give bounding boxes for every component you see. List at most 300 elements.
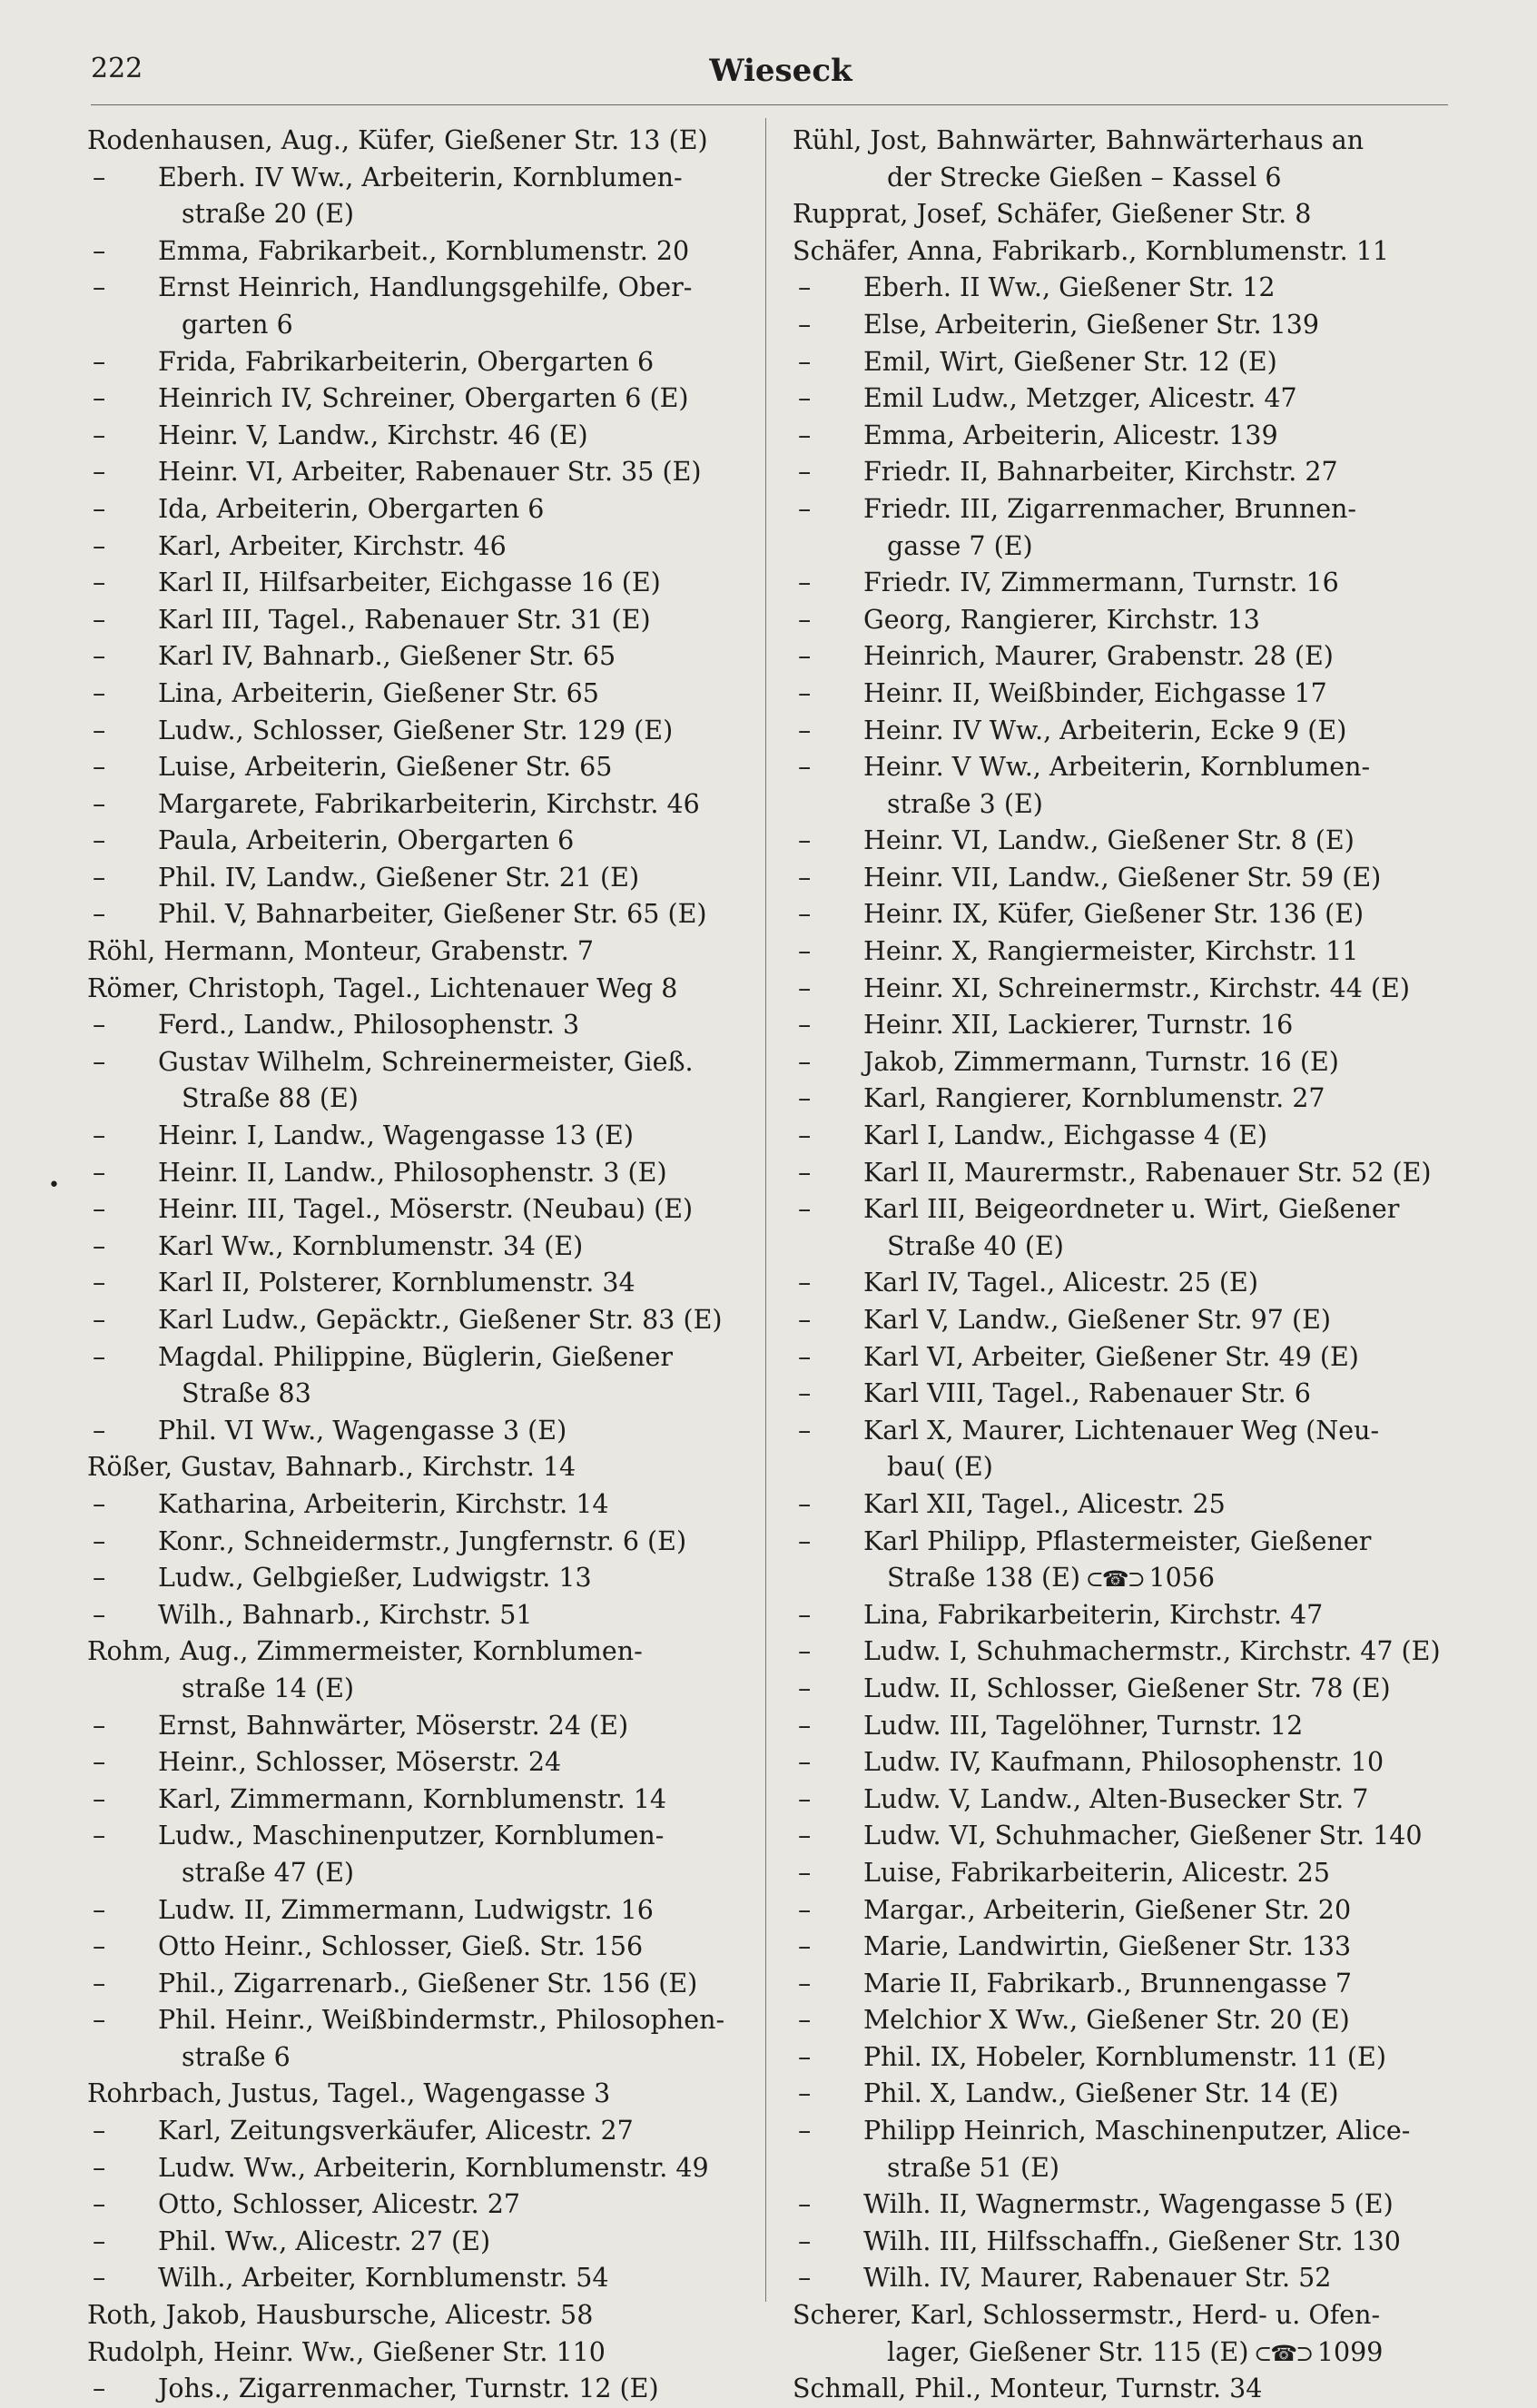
directory-line — [793, 2113, 1452, 2150]
entry-text: straße 20 (E) — [182, 199, 355, 230]
entry-text: Heinr. XI, Schreinermstr., Kirchstr. 44 (E) — [863, 972, 1410, 1003]
repeat-surname-dash: – — [93, 788, 106, 819]
directory-line — [793, 1339, 1452, 1377]
repeat-surname-dash: – — [93, 1783, 106, 1814]
directory-line — [87, 1265, 745, 1302]
entry-text: Ludw. I, Schuhmachermstr., Kirchstr. 47 (E) — [863, 1636, 1441, 1667]
directory-line — [793, 2186, 1452, 2224]
directory-line — [87, 418, 745, 455]
entry-text: Else, Arbeiterin, Gießener Str. 139 — [863, 309, 1320, 340]
entry-text: Karl II, Hilfsarbeiter, Eichgasse 16 (E) — [158, 567, 661, 598]
entry-text: Phil. Heinr., Weißbindermstr., Philosophen- — [158, 2005, 725, 2036]
entry-text: Karl V, Landw., Gießener Str. 97 (E) — [863, 1305, 1332, 1335]
repeat-surname-dash: – — [93, 2263, 106, 2294]
entry-text: Katharina, Arbeiterin, Kirchstr. 14 — [158, 1488, 609, 1519]
entry-text: Scherer, Karl, Schlossermstr., Herd- u. Ofen- — [793, 2300, 1381, 2331]
entry-text: Emma, Fabrikarbeit., Kornblumenstr. 20 — [158, 235, 690, 266]
directory-line — [87, 1118, 745, 1155]
repeat-surname-dash: – — [93, 383, 106, 414]
repeat-surname-dash: – — [798, 1046, 812, 1077]
entry-text: Karl III, Beigeordneter u. Wirt, Gießener — [863, 1194, 1400, 1225]
repeat-surname-dash: – — [798, 936, 812, 967]
repeat-surname-dash: – — [93, 1194, 106, 1225]
entry-text: Karl I, Landw., Eichgasse 4 (E) — [863, 1120, 1268, 1151]
entry-text: Georg, Rangierer, Kirchstr. 13 — [863, 604, 1260, 635]
directory-line — [87, 676, 745, 713]
entry-text: Heinr. VI, Arbeiter, Rabenauer Str. 35 (E) — [158, 457, 702, 488]
repeat-surname-dash: – — [798, 825, 812, 856]
directory-line — [87, 1597, 745, 1634]
entry-text: Karl III, Tagel., Rabenauer Str. 31 (E) — [158, 604, 651, 635]
directory-line — [793, 2297, 1452, 2334]
repeat-surname-dash: – — [798, 1120, 812, 1151]
entry-text: Luise, Arbeiterin, Gießener Str. 65 — [158, 752, 613, 783]
right-column — [793, 123, 1452, 2408]
entry-text: Wilh. IV, Maurer, Rabenauer Str. 52 — [863, 2263, 1332, 2294]
entry-text: Karl II, Maurermstr., Rabenauer Str. 52 (E) — [863, 1157, 1432, 1188]
directory-line — [793, 823, 1452, 860]
directory-line — [793, 2224, 1452, 2261]
entry-text: Karl IV, Bahnarb., Gießener Str. 65 — [158, 641, 616, 672]
repeat-surname-dash: – — [93, 862, 106, 893]
entry-text: Schmall, Phil., Monteur, Turnstr. 34 — [793, 2373, 1263, 2404]
entry-text: Heinr. V Ww., Arbeiterin, Kornblumen- — [863, 752, 1371, 783]
entry-text: Rößer, Gustav, Bahnarb., Kirchstr. 14 — [87, 1452, 576, 1483]
directory-line — [793, 1597, 1452, 1634]
directory-line — [793, 123, 1452, 160]
repeat-surname-dash: – — [93, 1268, 106, 1298]
entry-text: Emil Ludw., Metzger, Alicestr. 47 — [863, 383, 1297, 414]
entry-text: Heinr. XII, Lackierer, Turnstr. 16 — [863, 1010, 1294, 1041]
entry-text: Straße 138 (E) — [887, 1563, 1081, 1594]
directory-line — [87, 896, 745, 933]
directory-line — [793, 1486, 1452, 1524]
directory-line — [87, 160, 745, 197]
entry-text: Ludw., Gelbgießer, Ludwigstr. 13 — [158, 1563, 592, 1594]
directory-line — [793, 638, 1452, 676]
telephone-icon: ⊂☎⊃ — [1248, 2340, 1317, 2366]
directory-line — [87, 2150, 745, 2187]
entry-text: lager, Gießener Str. 115 (E) — [887, 2336, 1249, 2367]
directory-line — [87, 1633, 745, 1671]
repeat-surname-dash: – — [93, 1157, 106, 1188]
entry-text: Marie, Landwirtin, Gießener Str. 133 — [863, 1931, 1352, 1962]
repeat-surname-dash: – — [798, 1931, 812, 1962]
directory-line — [87, 1818, 745, 1855]
header-rule — [91, 104, 1448, 105]
directory-line — [793, 971, 1452, 1008]
repeat-surname-dash: – — [93, 2225, 106, 2256]
directory-line — [793, 1781, 1452, 1819]
directory-line — [87, 1229, 745, 1266]
entry-text: Ludw. III, Tagelöhner, Turnstr. 12 — [863, 1710, 1304, 1741]
directory-line — [87, 1744, 745, 1781]
repeat-surname-dash: – — [798, 2041, 812, 2072]
entry-text: Karl II, Polsterer, Kornblumenstr. 34 — [158, 1268, 635, 1298]
repeat-surname-dash: – — [798, 1341, 812, 1372]
directory-line — [793, 1376, 1452, 1413]
entry-text: Ludw., Schlosser, Gießener Str. 129 (E) — [158, 715, 674, 745]
entry-text: Ernst, Bahnwärter, Möserstr. 24 (E) — [158, 1710, 629, 1741]
repeat-surname-dash: – — [798, 752, 812, 783]
directory-line — [87, 491, 745, 528]
repeat-surname-dash: – — [93, 235, 106, 266]
directory-line — [793, 2002, 1452, 2039]
entry-text: Konr., Schneidermstr., Jungfernstr. 6 (E) — [158, 1525, 687, 1556]
repeat-surname-dash: – — [93, 1931, 106, 1962]
repeat-surname-dash: – — [93, 825, 106, 856]
directory-line — [793, 344, 1452, 381]
entry-text: Karl Ww., Kornblumenstr. 34 (E) — [158, 1230, 584, 1261]
repeat-surname-dash: – — [798, 677, 812, 708]
directory-line — [793, 749, 1452, 786]
repeat-surname-dash: – — [93, 162, 106, 192]
entry-text: straße 3 (E) — [887, 788, 1043, 819]
repeat-surname-dash: – — [93, 1968, 106, 1998]
entry-text: Römer, Christoph, Tagel., Lichtenauer Weg 8 — [87, 972, 678, 1003]
directory-line — [793, 2076, 1452, 2113]
entry-text: Heinr. VII, Landw., Gießener Str. 59 (E) — [863, 862, 1382, 893]
repeat-surname-dash: – — [93, 1120, 106, 1151]
directory-line — [87, 1560, 745, 1597]
directory-line — [87, 860, 745, 897]
repeat-surname-dash: – — [798, 419, 812, 450]
directory-line — [87, 1081, 745, 1118]
entry-text: Rodenhausen, Aug., Küfer, Gießener Str. 13 (E) — [87, 125, 708, 155]
repeat-surname-dash: – — [93, 530, 106, 561]
directory-line — [87, 2076, 745, 2113]
directory-line — [87, 1524, 745, 1561]
repeat-surname-dash: – — [798, 1747, 812, 1778]
repeat-surname-dash: – — [798, 2116, 812, 2146]
entry-text: Marie II, Fabrikarb., Brunnengasse 7 — [863, 1968, 1352, 1998]
entry-text: Straße 40 (E) — [887, 1230, 1064, 1261]
entry-text: Straße 88 (E) — [182, 1083, 359, 1114]
repeat-surname-dash: – — [93, 752, 106, 783]
directory-line — [87, 2371, 745, 2408]
entry-text: straße 6 — [182, 2041, 291, 2072]
repeat-surname-dash: – — [798, 346, 812, 377]
directory-line — [793, 602, 1452, 639]
page-number: 222 — [91, 53, 143, 84]
directory-line — [793, 2039, 1452, 2077]
repeat-surname-dash: – — [798, 1488, 812, 1519]
repeat-surname-dash: – — [798, 1415, 812, 1446]
directory-line — [793, 896, 1452, 933]
entry-text: Frida, Fabrikarbeiterin, Obergarten 6 — [158, 346, 655, 377]
entry-text: Ludw. II, Zimmermann, Ludwigstr. 16 — [158, 1894, 654, 1925]
directory-line — [793, 196, 1452, 233]
directory-line — [87, 2334, 745, 2372]
directory-line — [87, 1155, 745, 1192]
entry-text: Ludw. II, Schlosser, Gießener Str. 78 (E) — [863, 1673, 1391, 1703]
repeat-surname-dash: – — [798, 1783, 812, 1814]
directory-line — [793, 860, 1452, 897]
repeat-surname-dash: – — [798, 1821, 812, 1851]
entry-text: Karl VIII, Tagel., Rabenauer Str. 6 — [863, 1378, 1311, 1409]
entry-text: Otto, Schlosser, Alicestr. 27 — [158, 2189, 520, 2220]
directory-line — [87, 1929, 745, 1966]
entry-text: Heinr. II, Weißbinder, Eichgasse 17 — [863, 677, 1327, 708]
repeat-surname-dash: – — [93, 1747, 106, 1778]
directory-line — [793, 1044, 1452, 1081]
entry-text: Karl VI, Arbeiter, Gießener Str. 49 (E) — [863, 1341, 1359, 1372]
directory-line — [793, 1118, 1452, 1155]
directory-line — [87, 1191, 745, 1229]
repeat-surname-dash: – — [93, 419, 106, 450]
entry-text: Phil. IX, Hobeler, Kornblumenstr. 11 (E) — [863, 2041, 1386, 2072]
repeat-surname-dash: – — [93, 1488, 106, 1519]
repeat-surname-dash: – — [93, 641, 106, 672]
repeat-surname-dash: – — [93, 2373, 106, 2404]
repeat-surname-dash: – — [798, 272, 812, 303]
entry-text: Eberh. II Ww., Gießener Str. 12 — [863, 272, 1276, 303]
repeat-surname-dash: – — [798, 567, 812, 598]
entry-text: Karl, Rangierer, Kornblumenstr. 27 — [863, 1083, 1325, 1114]
entry-text: Rohm, Aug., Zimmermeister, Kornblumen- — [87, 1636, 643, 1667]
entry-text: Straße 83 — [182, 1378, 311, 1409]
entry-text: Lina, Arbeiterin, Gießener Str. 65 — [158, 677, 599, 708]
entry-text: Emma, Arbeiterin, Alicestr. 139 — [863, 419, 1278, 450]
repeat-surname-dash: – — [798, 715, 812, 745]
entry-text: Karl X, Maurer, Lichtenauer Weg (Neu- — [863, 1415, 1380, 1446]
entry-text: Ludw., Maschinenputzer, Kornblumen- — [158, 1821, 665, 1851]
repeat-surname-dash: – — [93, 677, 106, 708]
entry-text: Heinr. IV Ww., Arbeiterin, Ecke 9 (E) — [863, 715, 1347, 745]
directory-line — [87, 233, 745, 271]
directory-line — [87, 2039, 745, 2077]
repeat-surname-dash: – — [93, 2189, 106, 2220]
directory-line — [793, 1265, 1452, 1302]
directory-line — [793, 307, 1452, 344]
entry-text: Heinr. V, Landw., Kirchstr. 46 (E) — [158, 419, 588, 450]
directory-line — [793, 1744, 1452, 1781]
repeat-surname-dash: – — [798, 862, 812, 893]
entry-text: Karl Ludw., Gepäcktr., Gießener Str. 83 (E) — [158, 1305, 723, 1335]
repeat-surname-dash: – — [93, 567, 106, 598]
repeat-surname-dash: – — [93, 493, 106, 524]
repeat-surname-dash: – — [798, 899, 812, 930]
repeat-surname-dash: – — [93, 715, 106, 745]
entry-text: Philipp Heinrich, Maschinenputzer, Alice- — [863, 2116, 1411, 2146]
repeat-surname-dash: – — [798, 1525, 812, 1556]
repeat-surname-dash: – — [798, 1599, 812, 1630]
entry-text: Ludw. VI, Schuhmacher, Gießener Str. 140 — [863, 1821, 1423, 1851]
entry-text: Heinr. IX, Küfer, Gießener Str. 136 (E) — [863, 899, 1365, 930]
repeat-surname-dash: – — [798, 493, 812, 524]
directory-line — [87, 454, 745, 491]
repeat-surname-dash: – — [93, 1563, 106, 1594]
repeat-surname-dash: – — [798, 1968, 812, 1998]
directory-line — [793, 1633, 1452, 1671]
repeat-surname-dash: – — [93, 1230, 106, 1261]
directory-line — [87, 1966, 745, 2003]
entry-text: straße 51 (E) — [887, 2152, 1060, 2183]
directory-line — [87, 1781, 745, 1819]
directory-line — [87, 565, 745, 602]
repeat-surname-dash: – — [798, 1673, 812, 1703]
repeat-surname-dash: – — [93, 2005, 106, 2036]
repeat-surname-dash: – — [93, 1525, 106, 1556]
entry-text: Rupprat, Josef, Schäfer, Gießener Str. 8 — [793, 199, 1312, 230]
directory-line — [793, 2334, 1452, 2372]
entry-text: bau( (E) — [887, 1452, 993, 1483]
directory-line — [87, 1671, 745, 1708]
directory-line — [793, 1855, 1452, 1892]
directory-line — [793, 270, 1452, 307]
entry-text: Rühl, Jost, Bahnwärter, Bahnwärterhaus an — [793, 125, 1365, 155]
entry-text: Wilh. II, Wagnermstr., Wagengasse 5 (E) — [863, 2189, 1394, 2220]
directory-line — [793, 1449, 1452, 1486]
directory-line — [87, 196, 745, 233]
repeat-surname-dash: – — [93, 1305, 106, 1335]
directory-line — [87, 270, 745, 307]
entry-text: Karl Philipp, Pflastermeister, Gießener — [863, 1525, 1372, 1556]
directory-line — [793, 2150, 1452, 2187]
directory-line — [793, 1671, 1452, 1708]
entry-text: Karl IV, Tagel., Alicestr. 25 (E) — [863, 1268, 1258, 1298]
repeat-surname-dash: – — [798, 1268, 812, 1298]
entry-text: Wilh., Arbeiter, Kornblumenstr. 54 — [158, 2263, 609, 2294]
directory-line — [87, 713, 745, 750]
repeat-surname-dash: – — [93, 2116, 106, 2146]
repeat-surname-dash: – — [798, 1194, 812, 1225]
entry-text: straße 14 (E) — [182, 1673, 355, 1703]
directory-line — [87, 2002, 745, 2039]
entry-text: Phil. Ww., Alicestr. 27 (E) — [158, 2225, 491, 2256]
repeat-surname-dash: – — [798, 1710, 812, 1741]
entry-text: straße 47 (E) — [182, 1857, 355, 1888]
entry-text: Ernst Heinrich, Handlungsgehilfe, Ober- — [158, 272, 693, 303]
repeat-surname-dash: – — [798, 2225, 812, 2256]
entry-text: Karl XII, Tagel., Alicestr. 25 — [863, 1488, 1226, 1519]
repeat-surname-dash: – — [93, 1415, 106, 1446]
entry-text: Schäfer, Anna, Fabrikarb., Kornblumenstr. 11 — [793, 235, 1389, 266]
repeat-surname-dash: – — [93, 2152, 106, 2183]
entry-text: Roth, Jakob, Hausbursche, Alicestr. 58 — [87, 2300, 594, 2331]
entry-text: Margarete, Fabrikarbeiterin, Kirchstr. 46 — [158, 788, 700, 819]
repeat-surname-dash: – — [93, 1046, 106, 1077]
directory-line — [793, 491, 1452, 528]
entry-text: Phil. IV, Landw., Gießener Str. 21 (E) — [158, 862, 640, 893]
entry-text: Friedr. II, Bahnarbeiter, Kirchstr. 27 — [863, 457, 1338, 488]
directory-line — [87, 307, 745, 344]
directory-line — [87, 123, 745, 160]
directory-line — [793, 1892, 1452, 1929]
entry-text: Lina, Fabrikarbeiterin, Kirchstr. 47 — [863, 1599, 1324, 1630]
directory-line — [793, 2371, 1452, 2408]
entry-text: Friedr. III, Zigarrenmacher, Brunnen- — [863, 493, 1357, 524]
entry-text: Emil, Wirt, Gießener Str. 12 (E) — [863, 346, 1277, 377]
directory-line — [87, 344, 745, 381]
repeat-surname-dash: – — [798, 641, 812, 672]
directory-line — [87, 2113, 745, 2150]
repeat-surname-dash: – — [93, 1894, 106, 1925]
directory-line — [793, 2260, 1452, 2297]
entry-text: Heinr. III, Tagel., Möserstr. (Neubau) (E) — [158, 1194, 694, 1225]
repeat-surname-dash: – — [798, 604, 812, 635]
directory-line — [87, 602, 745, 639]
repeat-surname-dash: – — [93, 604, 106, 635]
entry-text: Ludw. Ww., Arbeiterin, Kornblumenstr. 49 — [158, 2152, 709, 2183]
directory-line — [793, 1413, 1452, 1450]
repeat-surname-dash: – — [798, 309, 812, 340]
repeat-surname-dash: – — [798, 2005, 812, 2036]
repeat-surname-dash: – — [798, 1857, 812, 1888]
entry-text: Johs., Zigarrenmacher, Turnstr. 12 (E) — [158, 2373, 659, 2404]
entry-text: Gustav Wilhelm, Schreinermeister, Gieß. — [158, 1046, 694, 1077]
directory-line — [793, 233, 1452, 271]
directory-line — [793, 1966, 1452, 2003]
telephone-number: 1056 — [1148, 1563, 1215, 1594]
directory-line — [793, 676, 1452, 713]
entry-text: Karl, Zimmermann, Kornblumenstr. 14 — [158, 1783, 667, 1814]
entry-text: Rudolph, Heinr. Ww., Gießener Str. 110 — [87, 2336, 606, 2367]
entry-text: Margar., Arbeiterin, Gießener Str. 20 — [863, 1894, 1352, 1925]
directory-line — [87, 2186, 745, 2224]
directory-line — [793, 380, 1452, 418]
repeat-surname-dash: – — [798, 2263, 812, 2294]
directory-line — [87, 749, 745, 786]
directory-line — [87, 1044, 745, 1081]
directory-line — [793, 1708, 1452, 1745]
entry-text: Eberh. IV Ww., Arbeiterin, Kornblumen- — [158, 162, 683, 192]
repeat-surname-dash: – — [798, 2189, 812, 2220]
repeat-surname-dash: – — [798, 457, 812, 488]
directory-line — [87, 823, 745, 860]
entry-text: der Strecke Gießen – Kassel 6 — [887, 162, 1282, 192]
entry-text: gasse 7 (E) — [887, 530, 1033, 561]
repeat-surname-dash: – — [798, 1157, 812, 1188]
page-title: Wieseck — [709, 53, 852, 89]
directory-line — [87, 1376, 745, 1413]
repeat-surname-dash: – — [798, 2078, 812, 2109]
directory-line — [87, 1007, 745, 1044]
entry-text: Melchior X Ww., Gießener Str. 20 (E) — [863, 2005, 1350, 2036]
directory-line — [87, 1855, 745, 1892]
directory-line — [793, 565, 1452, 602]
entry-text: Rohrbach, Justus, Tagel., Wagengasse 3 — [87, 2078, 611, 2109]
entry-text: Phil. X, Landw., Gießener Str. 14 (E) — [863, 2078, 1339, 2109]
directory-line — [793, 418, 1452, 455]
directory-line — [793, 1229, 1452, 1266]
repeat-surname-dash: – — [93, 899, 106, 930]
directory-line — [793, 1191, 1452, 1229]
entry-text: Heinr. VI, Landw., Gießener Str. 8 (E) — [863, 825, 1355, 856]
entry-text: Wilh. III, Hilfsschaffn., Gießener Str. 130 — [863, 2225, 1401, 2256]
directory-line — [793, 528, 1452, 566]
telephone-icon: ⊂☎⊃ — [1080, 1566, 1149, 1593]
repeat-surname-dash: – — [93, 346, 106, 377]
entry-text: Heinr., Schlosser, Möserstr. 24 — [158, 1747, 562, 1778]
directory-line — [87, 2297, 745, 2334]
directory-line — [87, 638, 745, 676]
directory-line — [793, 713, 1452, 750]
repeat-surname-dash: – — [798, 1378, 812, 1409]
repeat-surname-dash: – — [93, 1599, 106, 1630]
entry-text: Ida, Arbeiterin, Obergarten 6 — [158, 493, 545, 524]
entry-text: Ludw. IV, Kaufmann, Philosophenstr. 10 — [863, 1747, 1384, 1778]
entry-text: Heinr. II, Landw., Philosophenstr. 3 (E) — [158, 1157, 667, 1188]
directory-line — [793, 786, 1452, 824]
entry-text: Phil. V, Bahnarbeiter, Gießener Str. 65 (E) — [158, 899, 707, 930]
entry-text: Heinr. I, Landw., Wagengasse 13 (E) — [158, 1120, 634, 1151]
directory-line — [87, 1413, 745, 1450]
repeat-surname-dash: – — [93, 272, 106, 303]
repeat-surname-dash: – — [798, 1010, 812, 1041]
directory-line — [793, 1155, 1452, 1192]
repeat-surname-dash: – — [798, 972, 812, 1003]
